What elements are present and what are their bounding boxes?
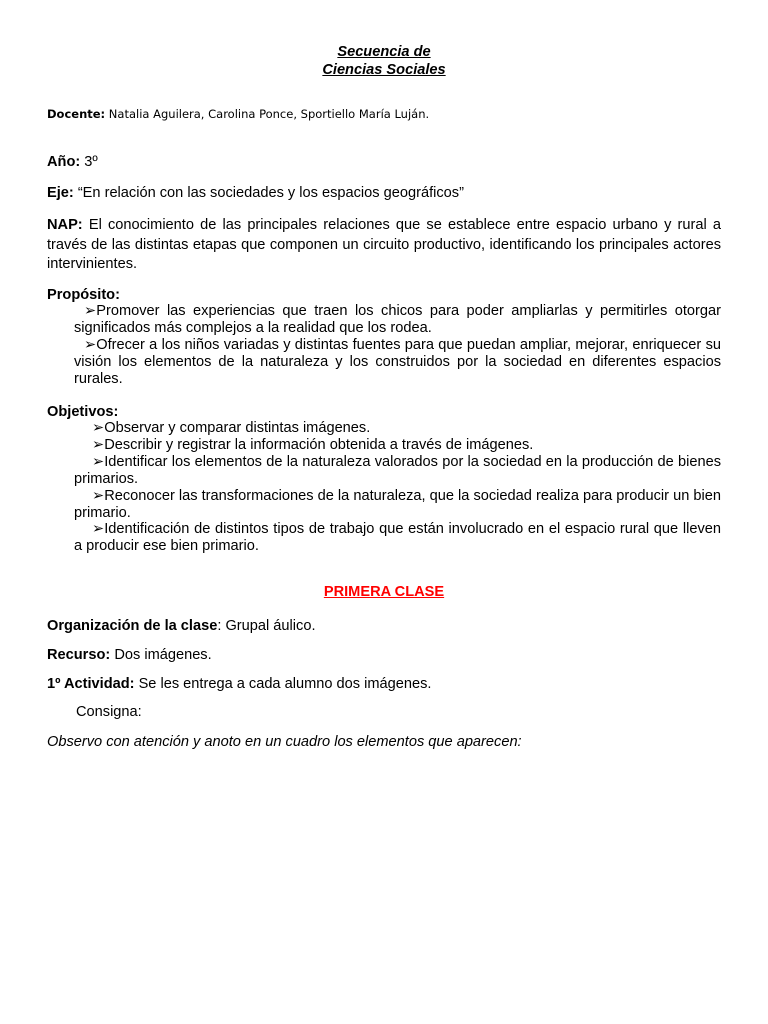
anio-value: 3º [80,154,98,170]
eje-line [47,185,721,202]
title-line-1: Secuencia de [337,44,431,60]
consigna-label: Consigna: [76,704,142,720]
organizacion-value: : Grupal áulico. [217,618,316,634]
bullet-arrow-icon: ➢ [92,420,105,436]
bullet-arrow-icon: ➢ [84,303,97,319]
objetivo-item-1 [74,420,721,437]
eje-value: “En relación con las sociedades y los espacios geográficos” [73,185,464,201]
actividad-line [47,676,721,693]
objetivo-item-text: Observar y comparar distintas imágenes. [104,420,371,436]
organizacion-line [47,618,721,635]
nap-label: NAP: [47,217,83,233]
primera-clase-heading: PRIMERA CLASE [323,584,445,600]
anio-label: Año: [47,154,81,170]
objetivo-item-text: Identificar los elementos de la naturaleza valorados por la sociedad en la producción de bienes primarios. [74,454,721,487]
proposito-item-2 [74,337,721,388]
proposito-item-text: Ofrecer a los niños variadas y distintas fuentes para que puedan ampliar, mejorar, enriquecer su visión los elementos de la naturaleza y los construidos por la sociedad en diferentes espacios rurales. [74,337,721,387]
recurso-line [47,647,721,664]
proposito-item-text: Promover las experiencias que traen los chicos para poder ampliarlas y permitirles otorgar significados más complejos a la realidad que los rodea. [74,303,721,336]
actividad-value: Se les entrega a cada alumno dos imágenes. [134,676,432,692]
eje-label: Eje: [47,185,74,201]
actividad-label: 1º Actividad: [47,676,135,692]
recurso-value: Dos imágenes. [110,647,212,663]
bullet-arrow-icon: ➢ [92,521,105,537]
bullet-arrow-icon: ➢ [84,337,97,353]
objetivo-item-4 [74,488,721,522]
anio-line [47,154,721,171]
bullet-arrow-icon: ➢ [92,454,105,470]
proposito-item-1 [74,303,721,337]
instruccion-line: Observo con atención y anoto en un cuadro los elementos que aparecen: [47,734,522,750]
nap-paragraph [47,216,721,275]
docente-label: Docente: [47,107,106,121]
title-line-2: Ciencias Sociales [322,62,446,78]
objetivo-item-5 [74,521,721,555]
objetivo-item-2 [74,437,721,454]
objetivo-item-text: Identificación de distintos tipos de trabajo que están involucrado en el espacio rural que lleven a producir ese bien primario. [74,521,721,554]
objetivo-item-text: Reconocer las transformaciones de la naturaleza, que la sociedad realiza para producir un bien primario. [74,488,721,521]
proposito-heading [47,287,721,304]
objetivos-label: Objetivos: [47,404,119,420]
recurso-label: Recurso: [47,647,111,663]
objetivo-item-text: Describir y registrar la información obtenida a través de imágenes. [104,437,534,453]
document-title [0,43,768,79]
docente-line [47,106,429,122]
bullet-arrow-icon: ➢ [92,437,105,453]
proposito-label: Propósito: [47,287,120,303]
bullet-arrow-icon: ➢ [92,488,105,504]
objetivo-item-3 [74,454,721,488]
nap-value: El conocimiento de las principales relaciones que se establece entre espacio urbano y rural a través de las distintas etapas que componen un circuito productivo, identificando los principales actores intervinientes. [47,217,721,272]
objetivos-heading [47,404,721,421]
docente-value: Natalia Aguilera, Carolina Ponce, Sportiello María Luján. [105,107,430,121]
organizacion-label: Organización de la clase [47,618,218,634]
